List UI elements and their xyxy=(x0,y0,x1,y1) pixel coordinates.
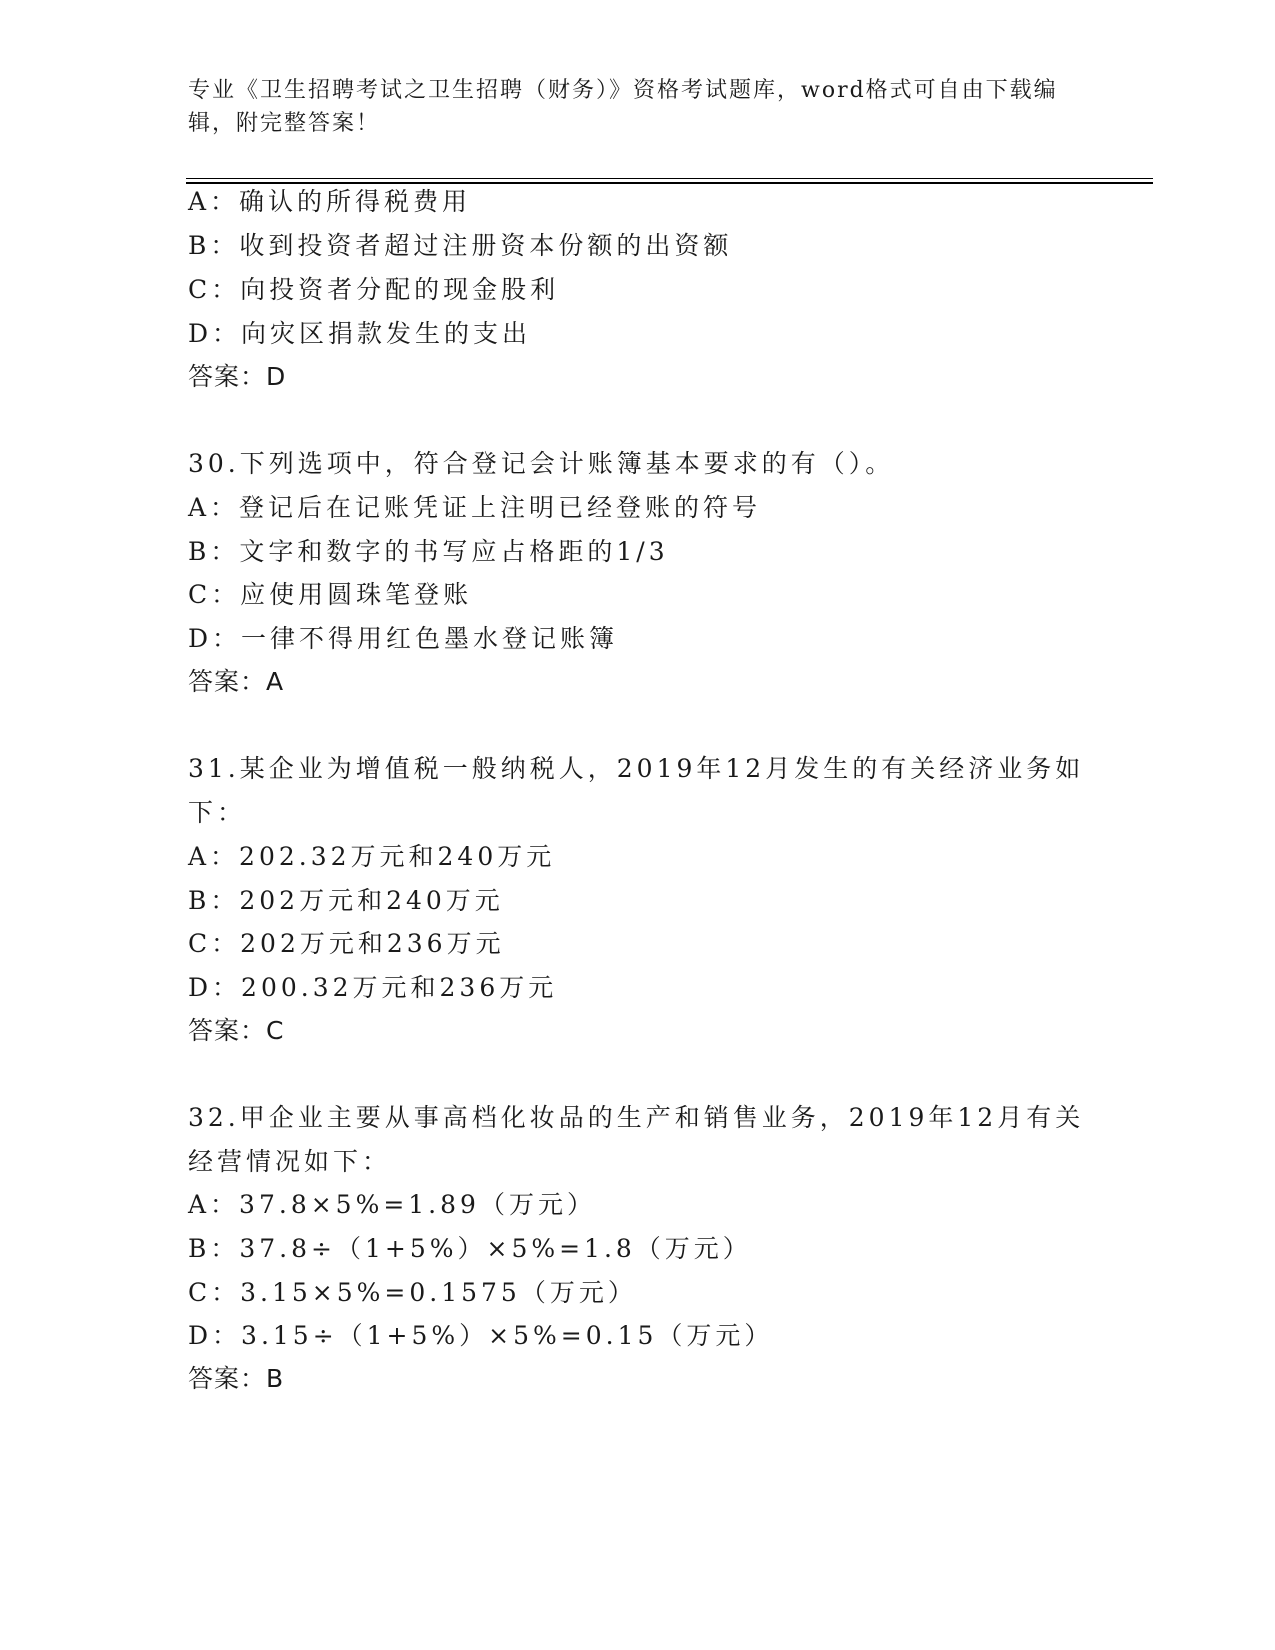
q31-option-d: D：200.32万元和236万元 xyxy=(188,973,558,1002)
document-intro: 专业《卫生招聘考试之卫生招聘（财务）》资格考试题库，word格式可自由下载编辑，附完整答案！ xyxy=(188,78,1058,136)
q32-option-b: B：37.8÷（1+5%）×5%=1.8（万元） xyxy=(188,1234,752,1263)
q30-option-a: A：登记后在记账凭证上注明已经登账的符号 xyxy=(188,493,762,522)
q29-option-b: B：收到投资者超过注册资本份额的出资额 xyxy=(188,231,733,260)
q30-stem: 30.下列选项中，符合登记会计账簿基本要求的有（）。 xyxy=(188,449,895,478)
header-divider-thin xyxy=(186,178,1153,179)
q29-option-d: D：向灾区捐款发生的支出 xyxy=(188,319,532,348)
q32-stem-line2: 经营情况如下： xyxy=(188,1147,392,1176)
q31-option-a: A：202.32万元和240万元 xyxy=(188,842,556,871)
q30-answer: 答案：A xyxy=(188,667,285,696)
q29-answer: 答案：D xyxy=(188,362,287,391)
q30-option-b: B：文字和数字的书写应占格距的1/3 xyxy=(188,537,669,566)
q32-option-c: C：3.15×5%=0.1575（万元） xyxy=(188,1278,637,1307)
header-divider-thick xyxy=(186,182,1153,184)
q31-option-b: B：202万元和240万元 xyxy=(188,886,504,915)
q31-answer: 答案：C xyxy=(188,1016,285,1045)
q32-option-a: A：37.8×5%=1.89（万元） xyxy=(188,1190,596,1219)
q31-stem-line1: 31.某企业为增值税一般纳税人，2019年12月发生的有关经济业务如 xyxy=(188,754,1085,783)
q31-stem-line2: 下： xyxy=(188,798,247,827)
q31-option-c: C：202万元和236万元 xyxy=(188,929,505,958)
q32-stem-line1: 32.甲企业主要从事高档化妆品的生产和销售业务，2019年12月有关 xyxy=(188,1103,1085,1132)
q29-option-a: A：确认的所得税费用 xyxy=(188,187,472,216)
q32-option-d: D：3.15÷（1+5%）×5%=0.15（万元） xyxy=(188,1321,774,1350)
q29-option-c: C：向投资者分配的现金股利 xyxy=(188,275,560,304)
q32-answer: 答案：B xyxy=(188,1364,285,1393)
q30-option-d: D：一律不得用红色墨水登记账簿 xyxy=(188,624,619,653)
q30-option-c: C：应使用圆珠笔登账 xyxy=(188,580,473,609)
